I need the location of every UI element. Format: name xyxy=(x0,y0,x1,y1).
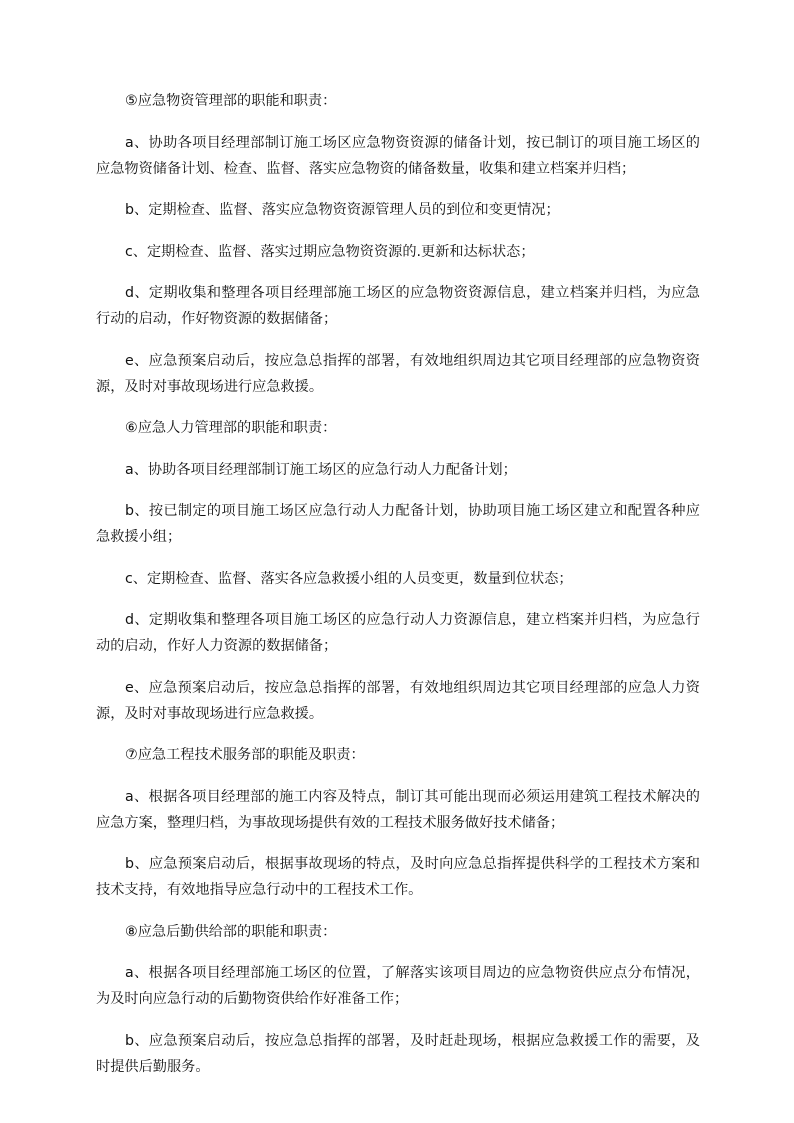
section-logistics-supply xyxy=(96,919,700,1080)
section-heading: ⑧应急后勤供给部的职能和职责： xyxy=(125,923,337,940)
list-item: b、应急预案启动后，按应急总指挥的部署，及时赶赴现场，根据应急救援工作的需要，及时提供后勤服务。 xyxy=(96,1032,700,1075)
section-heading: ⑥应急人力管理部的职能和职责： xyxy=(125,420,337,436)
list-item: a、根据各项目经理部施工场区的位置，了解落实该项目周边的应急物资供应点分布情况，为及时向应急行动的后勤物资供给作好准备工作； xyxy=(96,965,700,1007)
section-engineering-services xyxy=(96,742,700,903)
list-item: d、定期收集和整理各项目施工场区的应急行动人力资源信息，建立档案并归档，为应急行动的启动，作好人力资源的数据储备； xyxy=(96,612,700,654)
list-item: a、协助各项目经理部制订施工场区的应急行动人力配备计划； xyxy=(125,461,517,478)
list-item: c、定期检查、监督、落实过期应急物资资源的.更新和达标状态； xyxy=(125,243,535,260)
list-item: c、定期检查、监督、落实各应急救援小组的人员变更，数量到位状态； xyxy=(125,570,573,587)
list-item: b、按已制定的项目施工场区应急行动人力配备计划，协助项目施工场区建立和配置各种应急救援小组； xyxy=(96,503,700,545)
list-item: b、定期检查、监督、落实应急物资资源管理人员的到位和变更情况； xyxy=(125,202,560,218)
section-emergency-manpower xyxy=(96,415,700,727)
document-page xyxy=(96,88,700,1095)
list-item: d、定期收集和整理各项目经理部施工场区的应急物资资源信息，建立档案并归档，为应急行动的启动，作好物资源的数据储备； xyxy=(96,285,700,327)
list-item: e、应急预案启动后，按应急总指挥的部署，有效地组织周边其它项目经理部的应急人力资源，及时对事故现场进行应急救援。 xyxy=(96,679,700,722)
list-item: a、根据各项目经理部的施工内容及特点，制订其可能出现而必须运用建筑工程技术解决的应急方案，整理归档，为事故现场提供有效的工程技术服务做好技术储备； xyxy=(96,788,700,831)
section-heading: ⑤应急物资管理部的职能和职责： xyxy=(125,93,337,109)
list-item: b、应急预案启动后，根据事故现场的特点，及时向应急总指挥提供科学的工程技术方案和技术支持，有效地指导应急行动中的工程技术工作。 xyxy=(96,856,700,898)
list-item: e、应急预案启动后，按应急总指挥的部署，有效地组织周边其它项目经理部的应急物资资源，及时对事故现场进行应急救援。 xyxy=(96,352,700,395)
section-heading: ⑦应急工程技术服务部的职能及职责： xyxy=(125,747,365,763)
list-item: a、协助各项目经理部制订施工场区应急物资资源的储备计划，按已制订的项目施工场区的应急物资储备计划、检查、监督、落实应急物资的储备数量，收集和建立档案并归档； xyxy=(96,134,700,177)
section-emergency-materials xyxy=(96,88,700,400)
